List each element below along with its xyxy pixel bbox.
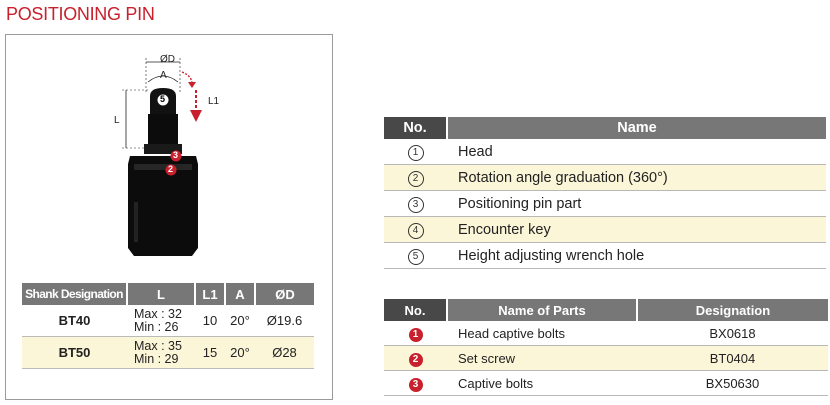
spec-designation: BT40 [22,305,127,337]
name-header-name: Name [447,117,826,139]
marker-5-label: 5 [160,94,166,104]
spec-a: 20° [225,337,255,369]
table-row [384,321,828,346]
row-name: Encounter key [447,217,826,243]
row-name: Rotation angle graduation (360°) [447,165,826,191]
row-name: Head [447,139,826,165]
table-row [384,139,826,165]
row-name: Height adjusting wrench hole [447,243,826,269]
name-header-row [384,117,826,139]
row-designation: BX50630 [637,371,828,396]
dim-l1-label: L1 [208,96,220,107]
parts-header-designation: Designation [637,299,828,321]
table-row [384,217,826,243]
row-number: 1 [384,321,447,346]
spec-header-a: A [225,283,255,305]
page-title: POSITIONING PIN [6,4,155,24]
spec-designation: BT50 [22,337,127,369]
spec-header-d: ØD [255,283,314,305]
row-number: 5 [384,243,447,269]
row-number: 2 [384,346,447,371]
parts-header-row [384,299,828,321]
spec-d: Ø28 [255,337,314,369]
table-row [384,346,828,371]
dim-a-label: A [160,70,167,81]
row-name: Positioning pin part [447,191,826,217]
table-row [384,191,826,217]
marker-2-label: 2 [168,164,174,174]
parts-table [384,299,828,396]
dim-l-label: L [114,115,120,126]
marker-3-label: 3 [173,150,179,160]
spec-header-l: L [127,283,195,305]
table-row [384,243,826,269]
row-part-name: Captive bolts [447,371,637,396]
table-row [384,165,826,191]
row-number: 1 [384,139,447,165]
table-row [22,337,314,369]
spec-l1: 10 [195,305,225,337]
spec-l1: 15 [195,337,225,369]
pin-body [128,156,198,256]
shank-spec-table [22,283,314,369]
row-part-name: Set screw [447,346,637,371]
parts-header-no: No. [384,299,447,321]
spec-a: 20° [225,305,255,337]
positioning-pin-illustration [110,52,230,264]
pin-collar [148,114,178,148]
part-name-table [384,117,826,269]
table-row [384,371,828,396]
row-designation: BX0618 [637,321,828,346]
table-row [22,305,314,337]
spec-d: Ø19.6 [255,305,314,337]
row-number: 3 [384,191,447,217]
row-number: 3 [384,371,447,396]
row-part-name: Head captive bolts [447,321,637,346]
row-designation: BT0404 [637,346,828,371]
spec-header-designation: Shank Designation [22,283,127,305]
parts-header-name: Name of Parts [447,299,637,321]
name-header-no: No. [384,117,447,139]
dim-d-label: ØD [160,54,175,65]
row-number: 2 [384,165,447,191]
spec-l: Max : 32 Min : 26 [127,305,195,337]
spec-header-l1: L1 [195,283,225,305]
spec-l: Max : 35 Min : 29 [127,337,195,369]
spec-header-row [22,283,314,305]
row-number: 4 [384,217,447,243]
